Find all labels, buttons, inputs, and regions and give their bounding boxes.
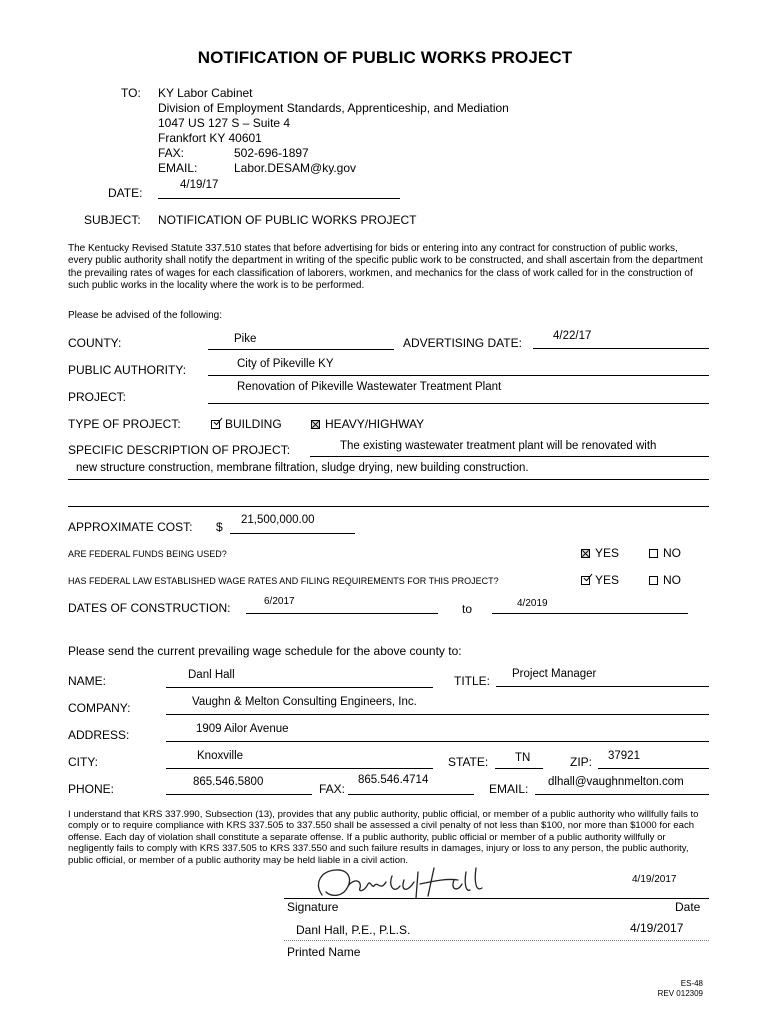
- type-building-option[interactable]: [211, 417, 282, 431]
- building-checkbox-icon[interactable]: [211, 420, 220, 429]
- email-field-line: [535, 794, 709, 795]
- form-code: ES-48: [680, 979, 703, 988]
- phone-field-line: [166, 794, 312, 795]
- address-value[interactable]: 1909 Ailor Avenue: [196, 723, 289, 735]
- federal-law-yes[interactable]: [581, 573, 619, 587]
- company-value[interactable]: Vaughn & Melton Consulting Engineers, Inc.: [192, 696, 417, 708]
- contact-fax-label: FAX:: [319, 782, 346, 796]
- project-label: PROJECT:: [68, 390, 127, 404]
- signature-date-label: Date: [675, 900, 701, 914]
- legal-paragraph: I understand that KRS 337.990, Subsection (13), provides that any public authority, public official, or member of a public authority who willfully fails to comply or to require compliance with KRS 337.505 to 337.550 shall be assessed a civil penalty of not less than $100, nor more than $1000 for each offense. Each day of violation shall constitute a separate offense. If a public authority, public official or member of a public authority willfully or negligently fails to comply with KRS 337.505 to KRS 337.550 and such failure results in damages, injury or loss to any person, the public authority, public official, or member of a public authority may be held liable in a civil action.: [68, 809, 699, 866]
- contact-fax-value[interactable]: 865.546.4714: [358, 774, 429, 786]
- federal-funds-yes[interactable]: [581, 546, 619, 560]
- to-line-1: KY Labor Cabinet: [158, 86, 253, 100]
- name-field-line: [166, 687, 433, 688]
- end-date-field-line: [492, 613, 688, 614]
- form-revision: REV 012309: [657, 989, 703, 998]
- state-value[interactable]: TN: [515, 752, 531, 764]
- phone-value[interactable]: 865.546.5800: [193, 776, 264, 788]
- date-value[interactable]: 4/19/17: [180, 179, 219, 191]
- zip-field-line: [598, 768, 709, 769]
- advertising-date-field-line: [533, 348, 709, 349]
- dates-of-construction-label: DATES OF CONSTRUCTION:: [68, 601, 231, 615]
- public-authority-field-line: [208, 375, 709, 376]
- federal-funds-no-label: NO: [663, 546, 681, 560]
- subject-value: NOTIFICATION OF PUBLIC WORKS PROJECT: [158, 213, 417, 227]
- title-label: TITLE:: [454, 674, 491, 688]
- contact-email-value[interactable]: dlhall@vaughnmelton.com: [548, 776, 684, 788]
- wage-schedule-request-text: Please send the current prevailing wage schedule for the above county to:: [68, 644, 462, 658]
- to-email-value: Labor.DESAM@ky.gov: [234, 161, 357, 175]
- printed-name-label: Printed Name: [287, 945, 361, 959]
- type-highway-label: HEAVY/HIGHWAY: [325, 417, 425, 431]
- start-date-field-line: [246, 613, 438, 614]
- federal-law-no-checkbox-icon[interactable]: [649, 576, 658, 585]
- county-field-line: [208, 349, 394, 350]
- to-line-3: 1047 US 127 S – Suite 4: [158, 116, 291, 130]
- federal-funds-yes-checkbox-icon[interactable]: [581, 549, 590, 558]
- statute-paragraph: The Kentucky Revised Statute 337.510 states that before advertising for bids or entering into any contract for construction of public works, every public authority shall notify the department in writing of the specific public work to be constructed, and shall ascertain from the department the prevailing rates of wages for each classification of laborers, workmen, and mechanics for the class of work called for in the construction of such public works in the locality where the work is to be performed.: [68, 243, 703, 292]
- fax-field-line: [348, 794, 474, 795]
- description-field-line-3: [68, 506, 709, 507]
- federal-funds-label: ARE FEDERAL FUNDS BEING USED?: [68, 549, 227, 559]
- name-label: NAME:: [68, 674, 107, 688]
- state-label: STATE:: [448, 755, 489, 769]
- description-field-line-2: [68, 479, 709, 480]
- type-building-label: BUILDING: [225, 417, 282, 431]
- to-word: to: [462, 602, 473, 616]
- public-authority-label: PUBLIC AUTHORITY:: [68, 363, 187, 377]
- contact-email-label: EMAIL:: [489, 782, 529, 796]
- project-value[interactable]: Renovation of Pikeville Wastewater Treatment Plant: [237, 381, 502, 393]
- construction-start-date[interactable]: 6/2017: [264, 596, 295, 607]
- to-label: TO:: [121, 86, 141, 100]
- address-label: ADDRESS:: [68, 728, 130, 742]
- to-line-2: Division of Employment Standards, Apprenticeship, and Mediation: [158, 101, 509, 115]
- city-value[interactable]: Knoxville: [197, 750, 244, 762]
- date-label: DATE:: [108, 186, 143, 200]
- description-field-line-1: [310, 456, 709, 457]
- approximate-cost-label: APPROXIMATE COST:: [68, 520, 193, 534]
- county-label: COUNTY:: [68, 336, 122, 350]
- advised-text: Please be advised of the following:: [68, 310, 222, 321]
- federal-law-no-label: NO: [663, 573, 681, 587]
- advertising-date-value[interactable]: 4/22/17: [553, 330, 592, 342]
- title-value[interactable]: Project Manager: [512, 668, 597, 680]
- cost-field-line: [230, 533, 355, 534]
- zip-value[interactable]: 37921: [608, 750, 640, 762]
- description-line-2[interactable]: new structure construction, membrane filtration, sludge drying, new building construction.: [76, 462, 529, 474]
- type-of-project-label: TYPE OF PROJECT:: [68, 417, 181, 431]
- cost-currency: $: [216, 520, 223, 534]
- zip-label: ZIP:: [570, 755, 593, 769]
- date-field-line: [158, 198, 400, 199]
- signature-label: Signature: [287, 900, 339, 914]
- federal-law-no[interactable]: [649, 573, 681, 587]
- approximate-cost-value[interactable]: 21,500,000.00: [241, 514, 315, 526]
- to-line-4: Frankfort KY 40601: [158, 131, 262, 145]
- title-field-line: [496, 686, 709, 687]
- construction-end-date[interactable]: 4/2019: [517, 598, 548, 609]
- page-title: NOTIFICATION OF PUBLIC WORKS PROJECT: [197, 48, 573, 67]
- city-field-line: [166, 768, 433, 769]
- federal-funds-no-checkbox-icon[interactable]: [649, 549, 658, 558]
- description-label: SPECIFIC DESCRIPTION OF PROJECT:: [68, 443, 291, 457]
- public-authority-value[interactable]: City of Pikeville KY: [237, 358, 334, 370]
- name-value[interactable]: Danl Hall: [188, 669, 235, 681]
- federal-law-yes-label: YES: [595, 573, 620, 587]
- subject-label: SUBJECT:: [84, 213, 141, 227]
- signed-date: 4/19/2017: [632, 874, 677, 885]
- federal-law-label: HAS FEDERAL LAW ESTABLISHED WAGE RATES AND FILING REQUIREMENTS FOR THIS PROJECT?: [68, 576, 499, 586]
- company-label: COMPANY:: [68, 701, 131, 715]
- address-field-line: [166, 741, 709, 742]
- federal-funds-no[interactable]: [649, 546, 681, 560]
- description-line-1[interactable]: The existing wastewater treatment plant will be renovated with: [340, 440, 657, 452]
- printed-name-value[interactable]: Danl Hall, P.E., P.L.S.: [296, 923, 411, 937]
- company-field-line: [166, 714, 709, 715]
- project-field-line: [208, 403, 709, 404]
- county-value[interactable]: Pike: [234, 333, 257, 345]
- phone-label: PHONE:: [68, 782, 115, 796]
- advertising-date-label: ADVERTISING DATE:: [403, 336, 522, 350]
- printed-date-value[interactable]: 4/19/2017: [630, 921, 684, 935]
- printed-name-line: [284, 940, 709, 941]
- federal-law-yes-checkbox-icon[interactable]: [581, 576, 590, 585]
- city-label: CITY:: [68, 755, 99, 769]
- signature-line: [284, 898, 709, 899]
- highway-checkbox-icon[interactable]: [311, 420, 320, 429]
- federal-funds-yes-label: YES: [595, 546, 620, 560]
- to-fax-value: 502-696-1897: [234, 146, 309, 160]
- to-fax-label: FAX:: [158, 146, 185, 160]
- state-field-line: [495, 768, 543, 769]
- type-highway-option[interactable]: [311, 417, 424, 431]
- to-email-label: EMAIL:: [158, 161, 198, 175]
